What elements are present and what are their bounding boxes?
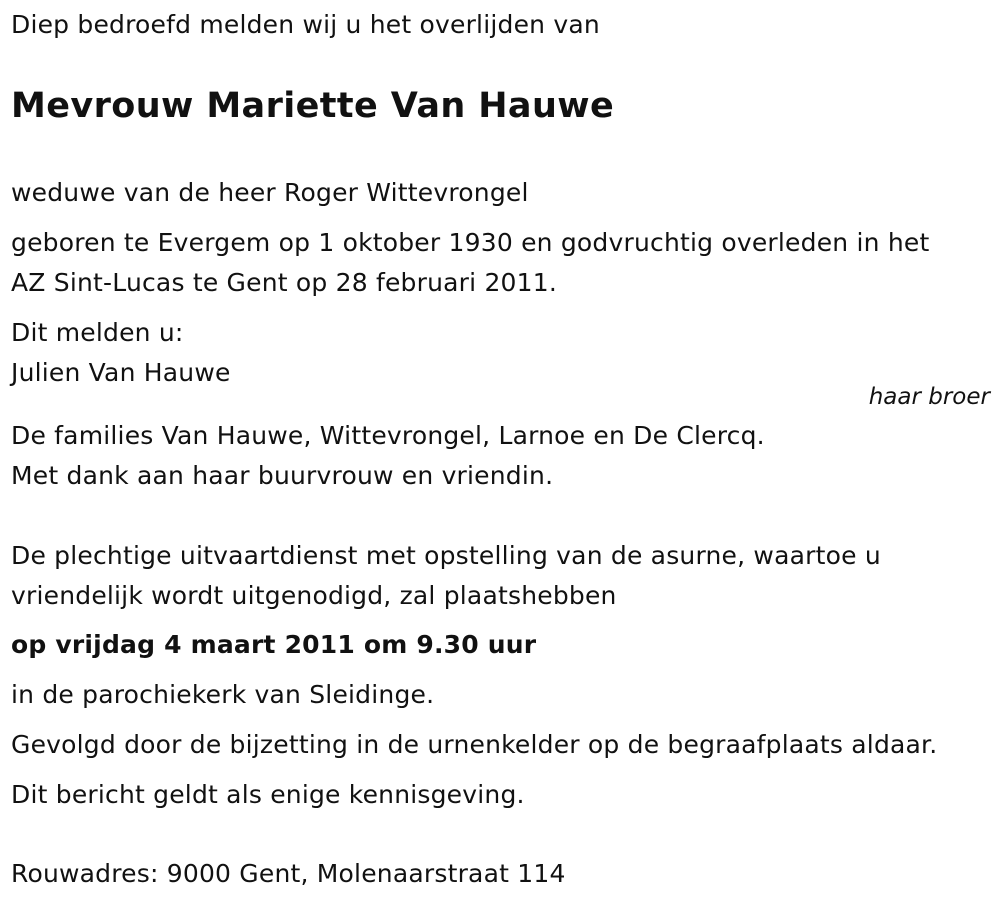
announcer-relation: haar broer bbox=[868, 384, 990, 410]
birth-death-line-1: geboren te Evergem op 1 oktober 1930 en godvruchtig overleden in het bbox=[11, 228, 930, 257]
families-text: De families Van Hauwe, Wittevrongel, Larnoe en De Clercq. bbox=[11, 421, 765, 450]
notice-text: Dit bericht geldt als enige kennisgeving. bbox=[11, 780, 525, 809]
announcer-person: Julien Van Hauwe bbox=[11, 358, 231, 387]
intro-text: Diep bedroefd melden wij u het overlijden van bbox=[11, 10, 600, 39]
mourning-address: Rouwadres: 9000 Gent, Molenaarstraat 114 bbox=[11, 859, 566, 888]
deceased-name: Mevrouw Mariette Van Hauwe bbox=[11, 86, 615, 126]
service-line-1: De plechtige uitvaartdienst met opstelling van de asurne, waartoe u bbox=[11, 541, 881, 570]
service-place: in de parochiekerk van Sleidinge. bbox=[11, 680, 435, 709]
announcers-heading: Dit melden u: bbox=[11, 318, 184, 347]
birth-death-line-2: AZ Sint-Lucas te Gent op 28 februari 2011. bbox=[11, 268, 558, 297]
service-datetime: op vrijdag 4 maart 2011 om 9.30 uur bbox=[11, 630, 537, 659]
burial-text: Gevolgd door de bijzetting in de urnenkelder op de begraafplaats aldaar. bbox=[11, 730, 938, 759]
thanks-text: Met dank aan haar buurvrouw en vriendin. bbox=[11, 461, 554, 490]
service-line-2: vriendelijk wordt uitgenodigd, zal plaatshebben bbox=[11, 581, 617, 610]
widow-of-text: weduwe van de heer Roger Wittevrongel bbox=[11, 178, 529, 207]
